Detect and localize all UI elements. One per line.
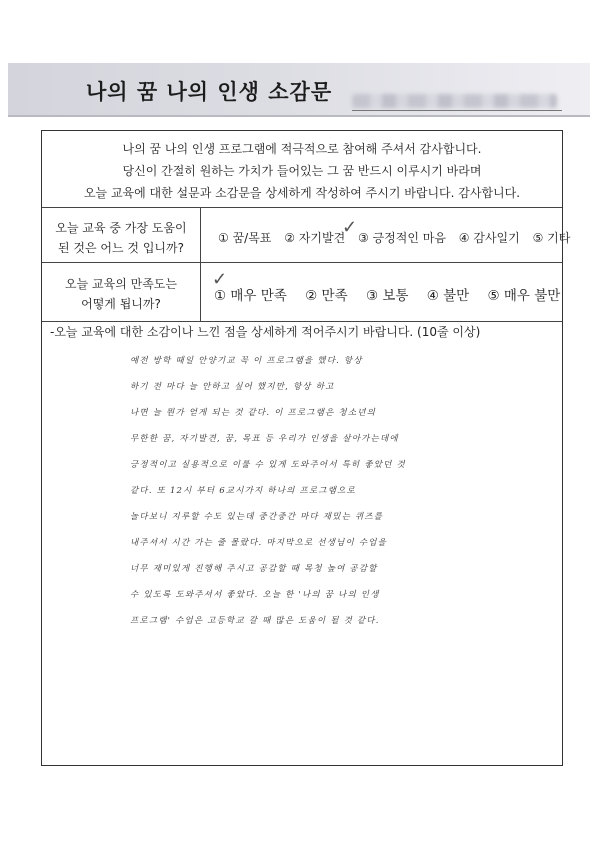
q2-option-1[interactable]: ① 매우 만족 bbox=[214, 288, 287, 304]
handwriting-line: 프로그램' 수업은 고등학교 갈 때 많은 도움이 될 것 같다. bbox=[130, 616, 380, 626]
intro-line-1: 나의 꿈 나의 인생 프로그램에 적극적으로 참여해 주셔서 감사합니다. bbox=[122, 142, 482, 156]
intro-line-3: 오늘 교육에 대한 설문과 소감문을 상세하게 작성하여 주시기 바랍니다. 감사합니다. bbox=[83, 186, 521, 200]
handwriting-line: 같다. 또 12시 부터 6교시가지 하나의 프로그램으로 bbox=[130, 486, 356, 496]
q1-label-line-2: 된 것은 어느 것 입니까? bbox=[58, 241, 184, 255]
name-underline bbox=[352, 110, 562, 111]
q1-label-line-1: 오늘 교육 중 가장 도움이 bbox=[55, 221, 187, 235]
handwriting-line: 나면 늘 뭔가 얻게 되는 것 같다. 이 프로그램은 청소년의 bbox=[130, 408, 377, 418]
handwriting-line: 예전 방학 때일 안양기교 꼭 이 프로그램을 했다. 항상 bbox=[130, 356, 363, 366]
q2-label-line-1: 오늘 교육의 만족도는 bbox=[65, 277, 177, 291]
q1-options bbox=[218, 229, 570, 246]
q1-option-3[interactable]: ③ 긍정적인 마음 bbox=[358, 231, 446, 245]
q1-label bbox=[42, 218, 200, 258]
q1-option-4[interactable]: ④ 감사일기 bbox=[458, 231, 520, 245]
divider-bottom bbox=[42, 321, 562, 322]
q2-option-5[interactable]: ⑤ 매우 불만 bbox=[487, 288, 561, 304]
q2-option-4[interactable]: ④ 불만 bbox=[426, 288, 470, 304]
redacted-name bbox=[352, 94, 557, 108]
handwriting-line: 긍정적이고 실용적으로 이룰 수 있게 도와주어서 특히 좋았던 것 bbox=[130, 460, 406, 470]
handwriting-line: 너무 재미있게 진행해 주시고 공감할 때 목청 높여 공감할 bbox=[130, 564, 378, 574]
q1-option-5[interactable]: ⑤ 기타 bbox=[532, 231, 571, 245]
q2-option-3[interactable]: ③ 보통 bbox=[365, 288, 409, 304]
handwriting-line: 하기 전 마다 늘 안하고 싶어 했지만, 항상 하고 bbox=[130, 382, 335, 392]
page-title: 나의 꿈 나의 인생 소감문 bbox=[86, 80, 333, 104]
handwriting-line: 수 있도록 도와주셔서 좋았다. 오늘 한 '나의 꿈 나의 인생 bbox=[130, 590, 380, 600]
q2-option-2[interactable]: ② 만족 bbox=[305, 288, 348, 304]
intro-line-2: 당신이 간절히 원하는 가치가 들어있는 그 꿈 반드시 이루시기 바라며 bbox=[122, 164, 482, 178]
essay-prompt: -오늘 교육에 대한 소감이나 느낀 점을 상세하게 적어주시기 바랍니다. (10줄 이상) bbox=[50, 325, 481, 339]
header-rule bbox=[8, 115, 590, 117]
q1-option-2[interactable]: ② 자기발견 bbox=[284, 231, 346, 245]
handwriting-line: 무한한 꿈, 자기발견, 꿈, 목표 등 우리가 인생을 살아가는데에 bbox=[130, 434, 399, 444]
q2-options bbox=[214, 284, 560, 304]
q2-label bbox=[42, 274, 200, 314]
checkmark-icon: ✓ bbox=[212, 269, 228, 290]
divider-mid bbox=[42, 262, 562, 263]
q2-label-line-2: 어떻게 됩니까? bbox=[81, 297, 161, 311]
form-frame bbox=[41, 130, 571, 766]
column-divider bbox=[200, 207, 201, 321]
divider-top bbox=[42, 207, 562, 208]
handwriting-line: 내주셔서 시간 가는 줄 몰랐다. 마지막으로 선생님이 수업을 bbox=[130, 538, 388, 548]
handwriting-line: 놀다보니 지루할 수도 있는데 중간중간 마다 재밌는 퀴즈를 bbox=[130, 512, 384, 522]
q1-option-1[interactable]: ① 꿈/목표 bbox=[218, 231, 272, 245]
checkmark-icon: ✓ bbox=[342, 217, 358, 238]
